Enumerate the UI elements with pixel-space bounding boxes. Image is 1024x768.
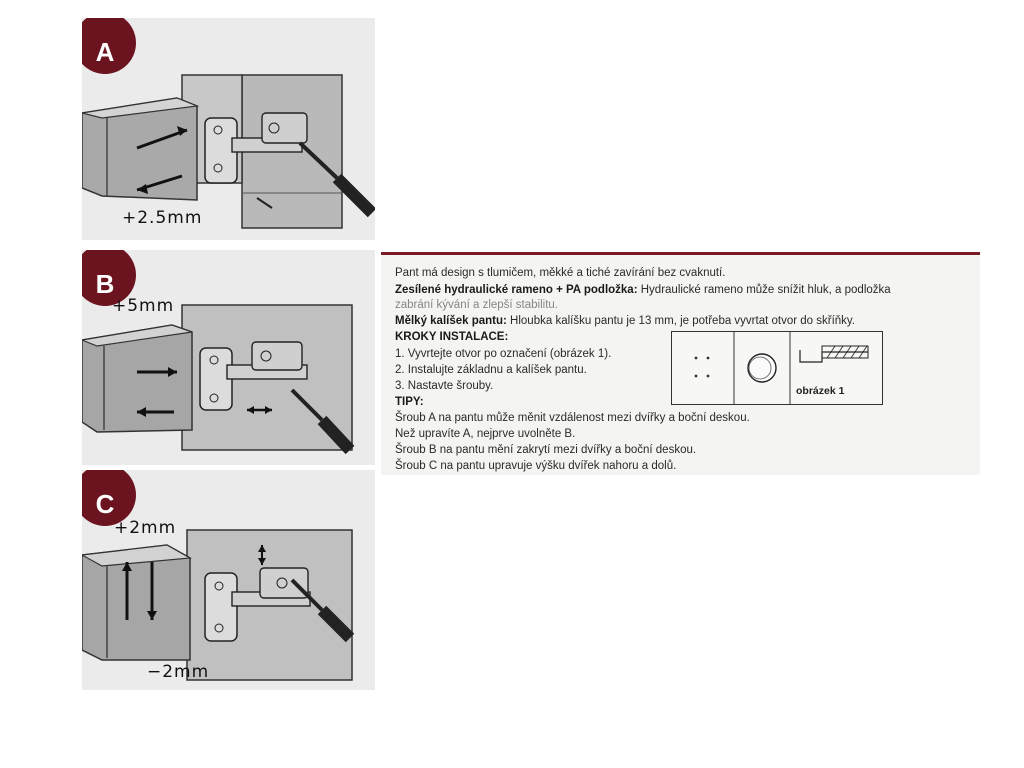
figure-caption: obrázek 1	[796, 385, 845, 397]
arm-heading: Zesílené hydraulické rameno + PA podložka:	[395, 284, 638, 296]
install-step: 2. Instalujte základnu a kalíšek pantu.	[395, 364, 587, 376]
install-step: 3. Nastavte šrouby.	[395, 380, 494, 392]
step-c-dimension-bottom: −2mm	[147, 662, 210, 682]
intro-text: Pant má design s tlumičem, měkké a tiché zavírání bez cvaknutí.	[395, 267, 726, 279]
arm-text: Hydraulické rameno může snížit hluk, a podložka	[637, 284, 891, 296]
tips-heading: TIPY:	[395, 396, 424, 408]
tip-item: Šroub A na pantu může měnit vzdálenost mezi dvířky a boční deskou.	[395, 412, 750, 424]
step-b-dimension: +5mm	[112, 296, 175, 316]
step-c-illustration	[82, 470, 375, 690]
cup-line	[395, 315, 855, 327]
arm-text-2: zabrání kývání a zlepší stabilitu.	[395, 299, 558, 311]
step-b-illustration	[82, 250, 375, 465]
drilling-diagram	[672, 332, 882, 404]
step-a-badge: A	[82, 18, 136, 74]
step-c-dimension-top: +2mm	[114, 518, 177, 538]
cup-text: Hloubka kalíšku pantu je 13 mm, je potřeba vyvrtat otvor do skříňky.	[506, 315, 855, 327]
instructions-block	[381, 252, 980, 475]
step-a-illustration	[82, 18, 375, 240]
tip-item: Šroub C na pantu upravuje výšku dvířek nahoru a dolů.	[395, 460, 677, 472]
step-c-badge: C	[82, 470, 136, 526]
step-b-badge: B	[82, 250, 136, 306]
step-a-dimension: +2.5mm	[122, 208, 203, 228]
install-step: 1. Vyvrtejte otvor po označení (obrázek 1).	[395, 348, 612, 360]
tip-item: Šroub B na pantu mění zakrytí mezi dvířky a boční deskou.	[395, 444, 697, 456]
install-heading: KROKY INSTALACE:	[395, 331, 509, 343]
arm-line	[395, 284, 891, 296]
tips-heading-line	[395, 396, 424, 408]
drilling-figure	[671, 331, 883, 405]
cup-heading: Mělký kalíšek pantu:	[395, 315, 507, 327]
install-heading-line	[395, 331, 508, 343]
tip-item: Než upravíte A, nejprve uvolněte B.	[395, 428, 576, 440]
